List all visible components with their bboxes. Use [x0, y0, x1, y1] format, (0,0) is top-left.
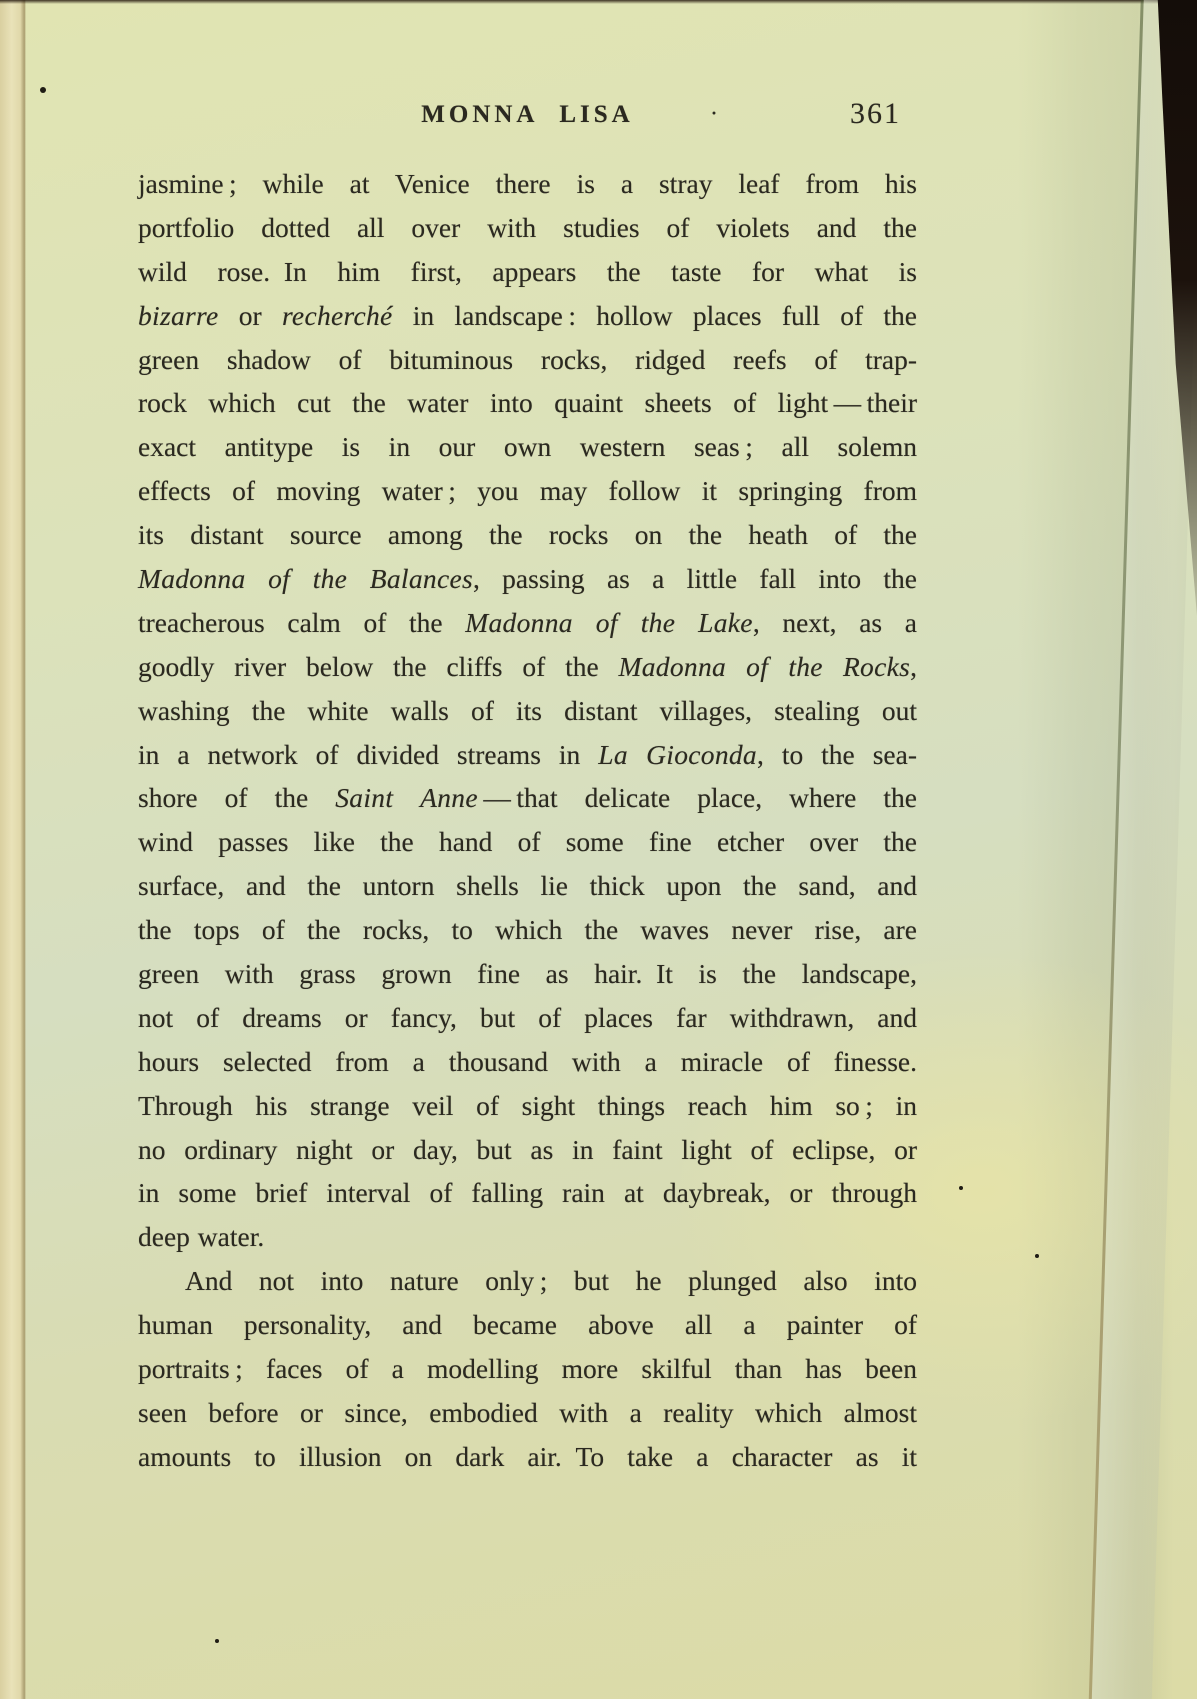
- text-run: deep water.: [138, 1221, 265, 1253]
- text-line: [138, 557, 917, 601]
- text-run: in some brief interval of falling rain at daybreak, or through: [138, 1177, 917, 1209]
- italic-text-run: Madonna of the Balances: [138, 563, 473, 595]
- italic-text-run: Madonna of the Rocks: [618, 650, 911, 682]
- text-run: green with grass grown fine as hair. It is the landscape,: [138, 958, 917, 990]
- page-header: [138, 97, 917, 143]
- text-line: [138, 908, 917, 952]
- text-line: [138, 1347, 917, 1391]
- text-line: [138, 294, 917, 338]
- text-line: [138, 1303, 917, 1347]
- scan-speck: [40, 87, 46, 93]
- text-run: Through his strange veil of sight things reach him so ; in: [138, 1089, 917, 1121]
- text-run: amounts to illusion on dark air. To take a character as it: [138, 1440, 917, 1472]
- text-run: , passing as a little fall into the: [473, 563, 917, 595]
- text-line: [138, 513, 917, 557]
- text-run: portfolio dotted all over with studies of violets and the: [138, 211, 917, 243]
- text-run: no ordinary night or day, but as in faint light of eclipse, or: [138, 1133, 917, 1165]
- text-run: exact antitype is in our own western seas ; all solemn: [138, 431, 917, 463]
- text-line: [138, 425, 917, 469]
- italic-text-run: Madonna of the Lake: [465, 606, 753, 638]
- text-run: shore of the: [138, 782, 336, 814]
- text-run: not of dreams or fancy, but of places far withdrawn, and: [138, 1001, 917, 1033]
- text-run: seen before or since, embodied with a reality which almost: [138, 1396, 917, 1428]
- page-body: [138, 162, 917, 1479]
- scan-speck: [959, 1186, 963, 1190]
- text-run: goodly river below the cliffs of the: [138, 650, 619, 682]
- text-line: [138, 952, 917, 996]
- text-line: [138, 338, 917, 382]
- text-run: And not into nature only ; but he plunged also into: [185, 1265, 917, 1297]
- text-line: [138, 1084, 917, 1128]
- text-run: green shadow of bituminous rocks, ridged reefs of trap-: [138, 343, 917, 375]
- scan-speck: [1035, 1254, 1039, 1258]
- text-line: [138, 645, 917, 689]
- text-run: — that delicate place, where the: [477, 782, 917, 814]
- scan-speck: [215, 1639, 219, 1643]
- italic-text-run: recherché: [281, 299, 393, 331]
- text-run: in landscape : hollow places full of the: [392, 299, 917, 331]
- text-line: [138, 1391, 917, 1435]
- text-line: [138, 206, 917, 250]
- text-run: in a network of divided streams in: [138, 738, 599, 770]
- text-run: jasmine ; while at Venice there is a stray leaf from his: [138, 168, 917, 199]
- photo-top-edge: [0, 0, 1197, 4]
- text-run: wind passes like the hand of some fine etcher over the: [138, 826, 917, 858]
- text-run: or: [218, 299, 282, 331]
- text-line: [138, 776, 917, 820]
- text-run: wild rose. In him first, appears the taste for what is: [138, 255, 917, 287]
- text-run: , to the sea-: [756, 738, 917, 770]
- text-run: hours selected from a thousand with a miracle of finesse.: [138, 1045, 917, 1077]
- text-run: the tops of the rocks, to which the waves never rise, are: [138, 914, 917, 946]
- text-line: [138, 1259, 917, 1303]
- text-run: rock which cut the water into quaint sheets of light — their: [138, 387, 917, 419]
- text-line: [138, 689, 917, 733]
- running-title: MONNA LISA: [421, 101, 634, 128]
- text-line: [138, 601, 917, 645]
- page-number: 361: [850, 97, 901, 130]
- italic-text-run: bizarre: [138, 299, 219, 331]
- ink-dot: ·: [710, 101, 718, 127]
- text-run: human personality, and became above all a painter of: [138, 1309, 917, 1341]
- text-line: [138, 1215, 917, 1259]
- text-run: effects of moving water ; you may follow it springing from: [138, 475, 917, 507]
- text-run: washing the white walls of its distant villages, stealing out: [138, 694, 917, 726]
- text-line: [138, 1171, 917, 1215]
- text-line: [138, 820, 917, 864]
- text-run: surface, and the untorn shells lie thick upon the sand, and: [138, 870, 917, 902]
- text-line: [138, 1435, 917, 1479]
- italic-text-run: La Gioconda: [598, 738, 757, 770]
- text-run: its distant source among the rocks on the heath of the: [138, 519, 917, 551]
- text-line: [138, 162, 917, 206]
- text-line: [138, 996, 917, 1040]
- text-line: [138, 381, 917, 425]
- text-line: [138, 864, 917, 908]
- page-left-edge: [0, 0, 26, 1699]
- text-line: [138, 733, 917, 777]
- text-run: ,: [910, 650, 917, 682]
- text-line: [138, 1040, 917, 1084]
- text-run: treacherous calm of the: [138, 606, 466, 638]
- italic-text-run: Saint Anne: [335, 782, 478, 814]
- text-run: , next, as a: [752, 606, 917, 638]
- text-run: portraits ; faces of a modelling more skilful than has been: [138, 1353, 917, 1385]
- text-line: [138, 469, 917, 513]
- text-line: [138, 250, 917, 294]
- text-line: [138, 1128, 917, 1172]
